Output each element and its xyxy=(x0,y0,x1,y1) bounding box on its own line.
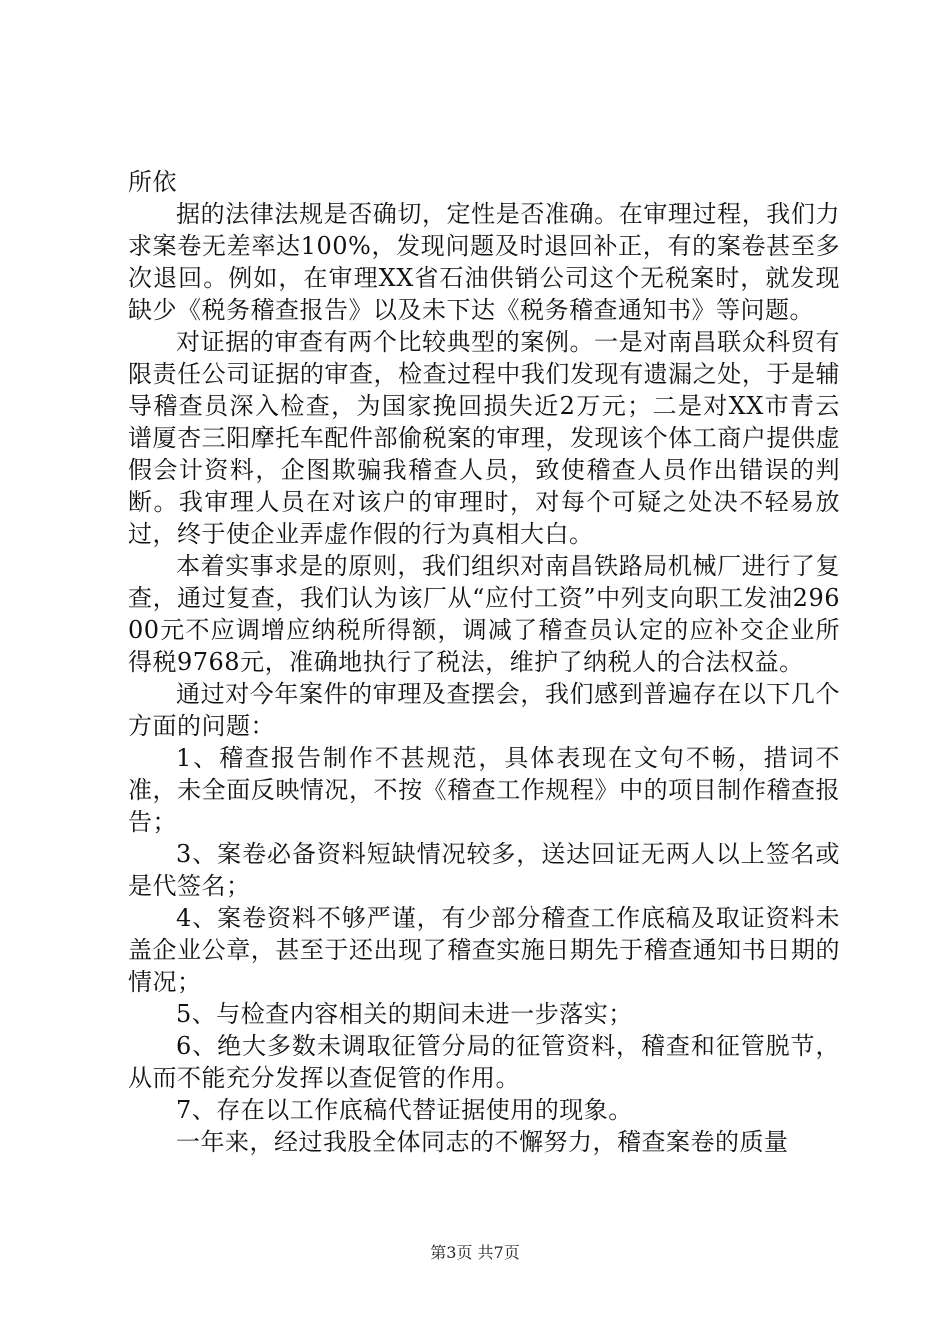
paragraph-2: 对证据的审查有两个比较典型的案例。一是对南昌联众科贸有限责任公司证据的审查，检查过程中我们发现有遗漏之处，于是辅导稽查员深入检查，为国家挽回损失近2万元；二是对XX市青云谱厦杏三阳摩托车配件部偷税案的审理，发现该个体工商户提供虚假会计资料，企图欺骗我稽查人员，致使稽查人员作出错误的判断。我审理人员在对该户的审理时，对每个可疑之处决不轻易放过，终于使企业弄虚作假的行为真相大白。 xyxy=(128,328,840,548)
paragraph-last: 一年来，经过我股全体同志的不懈努力，稽查案卷的质量 xyxy=(176,1128,789,1156)
list-item-1: 1、稽查报告制作不甚规范，具体表现在文句不畅，措词不准，未全面反映情况，不按《稽查工作规程》中的项目制作稽查报告； xyxy=(128,744,840,836)
paragraph-0: 所依 xyxy=(128,168,177,196)
paragraph-4: 通过对今年案件的审理及查摆会，我们感到普遍存在以下几个方面的问题： xyxy=(128,680,840,740)
list-item-5: 5、与检查内容相关的期间未进一步落实； xyxy=(176,1000,633,1028)
document-body xyxy=(128,166,840,1158)
list-item-6: 6、绝大多数未调取征管分局的征管资料，稽查和征管脱节，从而不能充分发挥以查促管的作用。 xyxy=(128,1032,840,1092)
list-item-4: 4、案卷资料不够严谨，有少部分稽查工作底稿及取证资料未盖企业公章，甚至于还出现了稽查实施日期先于稽查通知书日期的情况； xyxy=(128,904,840,996)
list-item-7: 7、存在以工作底稿代替证据使用的现象。 xyxy=(176,1096,633,1124)
list-item-3: 3、案卷必备资料短缺情况较多，送达回证无两人以上签名或是代签名； xyxy=(128,840,840,900)
paragraph-1: 据的法律法规是否确切，定性是否准确。在审理过程，我们力求案卷无差率达100%，发现问题及时退回补正，有的案卷甚至多次退回。例如，在审理XX省石油供销公司这个无税案时，就发现缺少《税务稽查报告》以及未下达《税务稽查通知书》等问题。 xyxy=(128,200,840,324)
paragraph-3: 本着实事求是的原则，我们组织对南昌铁路局机械厂进行了复查，通过复查，我们认为该厂从“应付工资”中列支向职工发油29600元不应调增应纳税所得额，调减了稽查员认定的应补交企业所得税9768元，准确地执行了税法，维护了纳税人的合法权益。 xyxy=(128,552,840,676)
page-footer: 第3页 共7页 xyxy=(430,1243,520,1262)
